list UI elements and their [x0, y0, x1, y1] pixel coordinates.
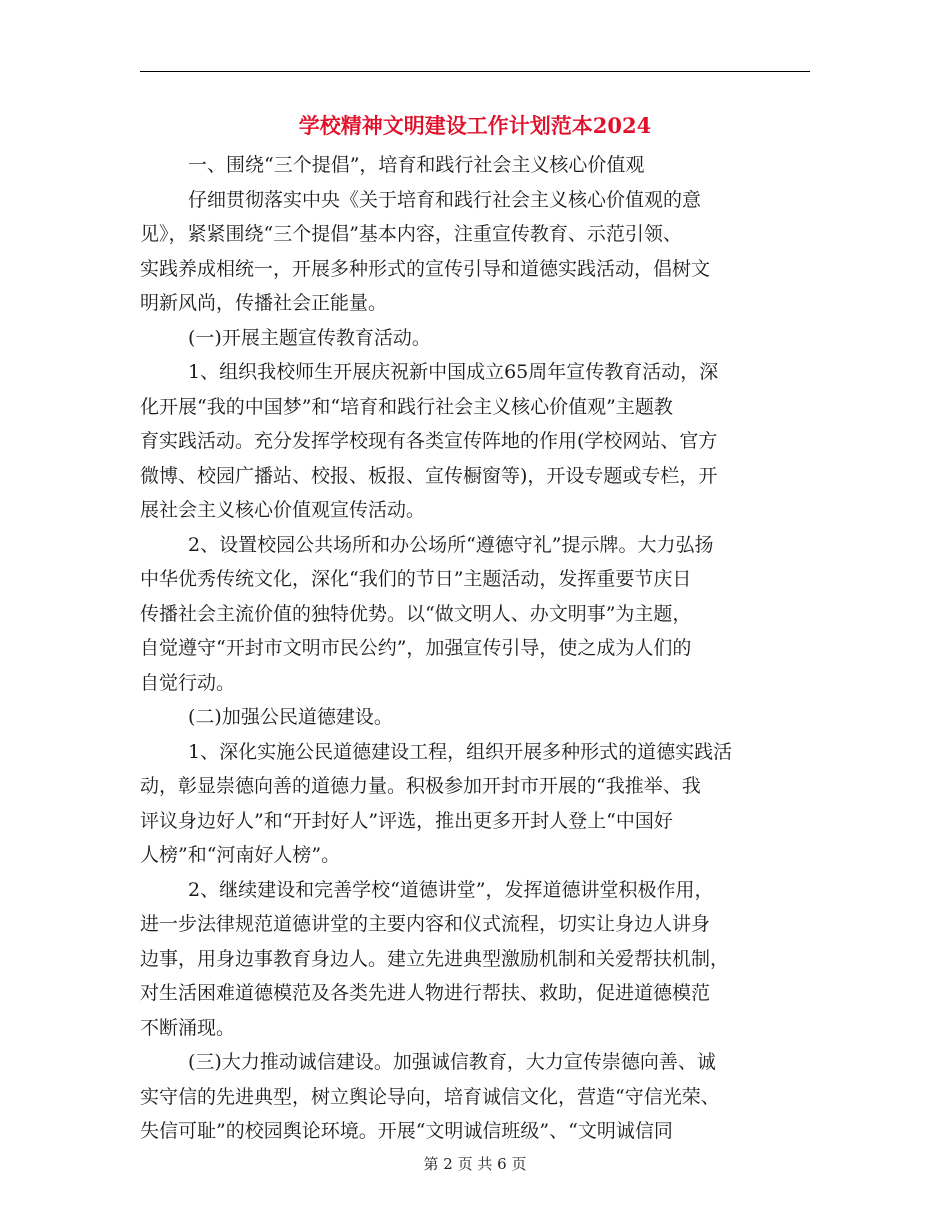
body-text-line: 展社会主义核心价值观宣传活动。	[140, 499, 426, 521]
body-text-line: 边事，用身边事教育身边人。建立先进典型激励机制和关爱帮扶机制，	[140, 947, 730, 970]
body-text-line: 不断涌现。	[140, 1016, 236, 1039]
document-title: 学校精神文明建设工作计划范本2024	[298, 113, 652, 138]
body-text-line: 传播社会主流价值的独特优势。以“做文明人、办文明事”为主题，	[140, 602, 692, 625]
body-text-line: 1、深化实施公民道德建设工程，组织开展多种形式的道德实践活	[188, 740, 733, 763]
body-text-line: 一、围绕“三个提倡”，培育和践行社会主义核心价值观	[188, 154, 645, 176]
body-text-line: 微博、校园广播站、校报、板报、宣传橱窗等)，开设专题或专栏，开	[140, 464, 718, 487]
body-text-line: 育实践活动。充分发挥学校现有各类宣传阵地的作用(学校网站、官方	[140, 430, 718, 452]
document-body	[140, 148, 812, 1149]
body-text-line: 1、组织我校师生开展庆祝新中国成立65周年宣传教育活动，深	[188, 361, 719, 383]
body-text-line: (二)加强公民道德建设。	[188, 706, 393, 728]
body-text-line: 失信可耻”的校园舆论环境。开展“文明诚信班级”、“文明诚信同	[140, 1120, 673, 1142]
body-text-line: 动，彰显崇德向善的道德力量。积极参加开封市开展的“我推举、我	[140, 775, 701, 797]
body-text-line: 中华优秀传统文化，深化“我们的节日”主题活动，发挥重要节庆日	[140, 568, 692, 590]
body-text-line: 见》，紧紧围绕“三个提倡”基本内容，注重宣传教育、示范引领、	[140, 223, 682, 245]
body-text-line: 对生活困难道德模范及各类先进人物进行帮扶、救助，促进道德模范	[140, 982, 711, 1004]
body-text-line: 明新风尚，传播社会正能量。	[140, 292, 388, 314]
body-text-line: 实守信的先进典型，树立舆论导向，培育诚信文化，营造“守信光荣、	[140, 1085, 720, 1108]
body-text-line: 实践养成相统一，开展多种形式的宣传引导和道德实践活动，倡树文	[140, 257, 711, 280]
body-text-line: 人榜”和“河南好人榜”。	[140, 844, 341, 866]
body-text-line: 化开展“我的中国梦”和“培育和践行社会主义核心价值观”主题教	[140, 395, 673, 418]
body-text-line: (一)开展主题宣传教育活动。	[188, 326, 431, 349]
body-text-line: 2、继续建设和完善学校“道德讲堂”，发挥道德讲堂积极作用，	[188, 878, 714, 901]
header-rule	[140, 71, 810, 72]
body-text-line: 自觉行动。	[140, 671, 236, 694]
body-text-line: (三)大力推动诚信建设。加强诚信教育，大力宣传崇德向善、诚	[188, 1051, 716, 1073]
page-number: 第 2 页 共 6 页	[423, 1155, 527, 1173]
body-text-line: 2、设置校园公共场所和办公场所“遵德守礼”提示牌。大力弘扬	[188, 533, 714, 556]
body-text-line: 仔细贯彻落实中央《关于培育和践行社会主义核心价值观的意	[188, 188, 702, 211]
body-text-line: 进一步法律规范道德讲堂的主要内容和仪式流程，切实让身边人讲身	[140, 913, 711, 935]
body-text-line: 自觉遵守“开封市文明市民公约”，加强宣传引导，使之成为人们的	[140, 637, 692, 659]
body-text-line: 评议身边好人”和“开封好人”评选，推出更多开封人登上“中国好	[140, 809, 673, 832]
